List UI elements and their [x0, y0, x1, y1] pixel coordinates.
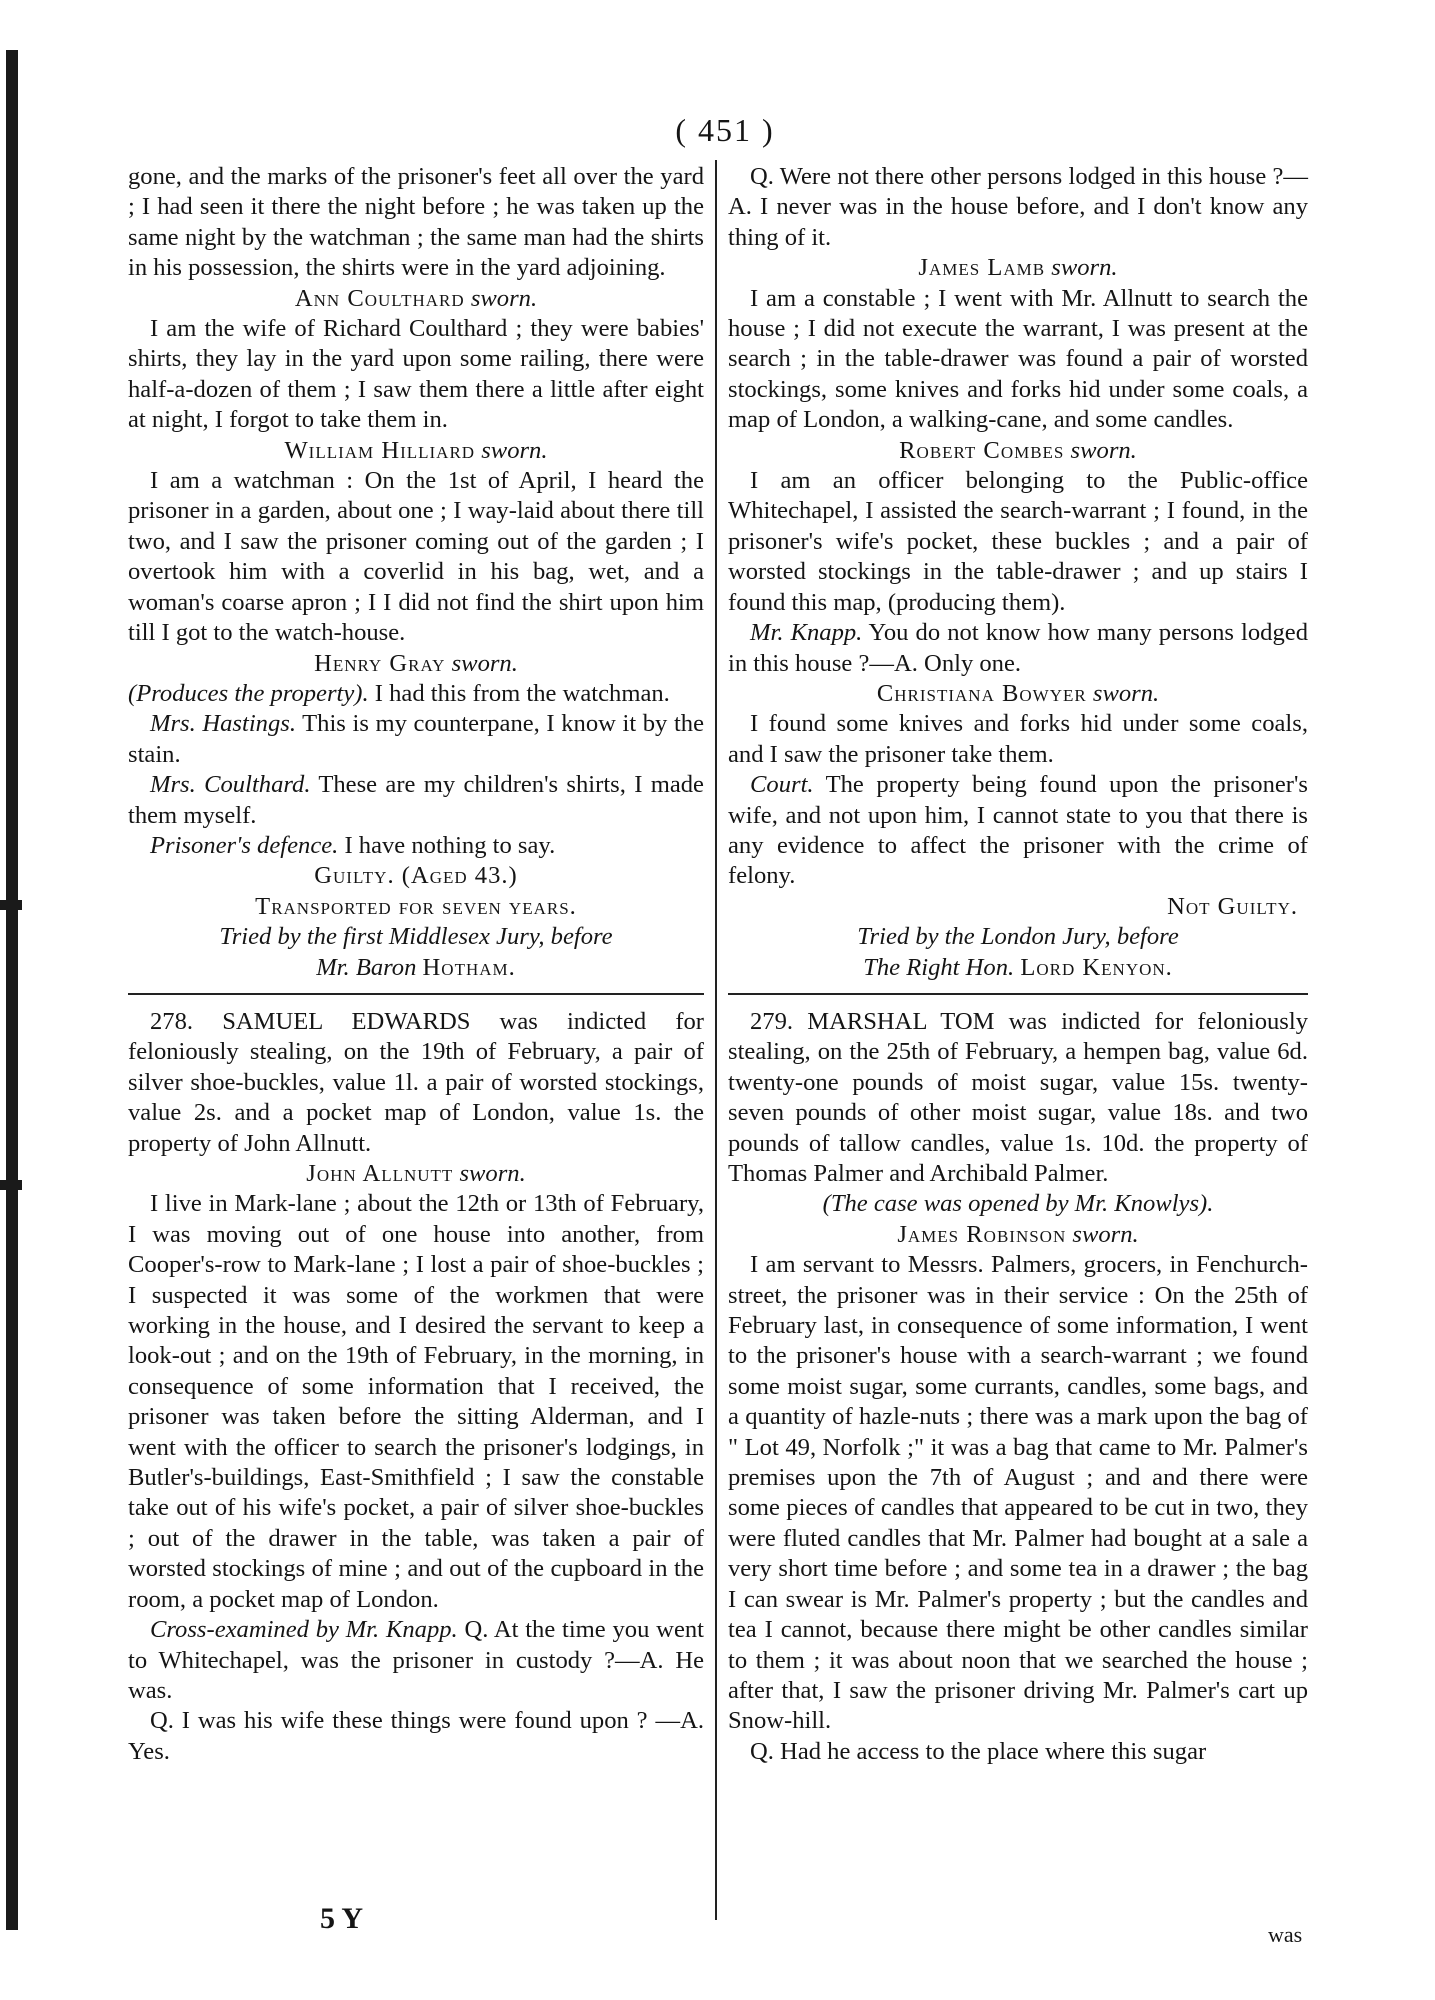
witness-name: Robert Combes — [899, 436, 1065, 464]
testimony-paragraph: Q. Were not there other persons lodged in this house ?—A. I never was in the house before, and I don't know any thing of it. — [728, 163, 1308, 251]
witness-heading — [728, 253, 1308, 283]
witness-heading — [128, 1159, 704, 1189]
judge-title: Mr. Baron — [316, 953, 417, 981]
witness-heading — [728, 1220, 1308, 1250]
sworn-label: sworn. — [459, 1160, 526, 1187]
speaker-text: The property being found upon the prisoner's wife, and not upon him, I cannot state to you that there is any evidence to affect the prisoner with the crime of felony. — [728, 771, 1308, 890]
page-number: ( 451 ) — [675, 112, 775, 148]
judge-line — [728, 953, 1308, 983]
testimony-paragraph: I am servant to Messrs. Palmers, grocers, in Fenchurch-street, the prisoner was in their service : On the 25th of February last, in consequence of some information, I went to the prisoner's house with a search-warrant ; we found some moist sugar, some currants, candles, some bags, and a quantity of hazle-nuts ; there was a mark upon the bag of " Lot 49, Norfolk ;" it was a bag that came to Mr. Palmer's premises upon the 7th of August ; and and there were some pieces of candles that appeared to be cut in two, they were fluted candles that Mr. Palmer had bought at a sale a very short time before ; and some tea in a drawer ; the bag I can swear is Mr. Palmer's property ; but the candles and tea I cannot, because there might be other candles similar to them ; it was about noon that we searched the house ; after that, I saw the prisoner driving Mr. Palmer's cart up Snow-hill. — [728, 1251, 1308, 1735]
speaker-text: This is my counterpane, I know it by the stain. — [128, 710, 704, 768]
verdict-line: Transported for seven years. — [255, 892, 577, 920]
speaker-label: Prisoner's defence. — [150, 831, 339, 859]
speaker-label: Mrs. Coulthard. — [150, 771, 311, 799]
witness-name: John Allnutt — [306, 1160, 454, 1187]
testimony-paragraph: Q. I was his wife these things were found upon ? —A. Yes. — [128, 1707, 704, 1765]
speaker-paragraph — [128, 831, 704, 861]
testimony-paragraph: I found some knives and forks hid under some coals, and I saw the prisoner take them. — [728, 710, 1308, 768]
witness-heading — [728, 679, 1308, 709]
speaker-paragraph — [128, 679, 704, 709]
witness-name: William Hilliard — [284, 436, 476, 464]
speaker-text: These are my children's shirts, I made them myself. — [128, 771, 704, 829]
speaker-paragraph — [128, 770, 704, 831]
judge-name: Hotham. — [422, 953, 516, 981]
testimony-paragraph: I am the wife of Richard Coulthard ; they were babies' shirts, they lay in the yard upon some railing, there were half-a-dozen of them ; I saw them there a little after eight at night, I forgot to take them in. — [128, 315, 704, 434]
judge-title: The Right Hon. — [863, 953, 1015, 981]
testimony-paragraph: I am a watchman : On the 1st of April, I heard the prisoner in a garden, about one ; I way-laid about there till two, and I saw the prisoner coming out of the garden ; I overtook him with a coverlid in his bag, wet, and a woman's coarse apron ; I I did not find the shirt upon him till I got to the watch-house. — [128, 467, 704, 647]
speaker-label: Mrs. Hastings. — [150, 710, 296, 738]
section-rule — [128, 993, 704, 995]
witness-heading — [128, 649, 704, 679]
speaker-label: Cross-examined by Mr. Knapp. — [150, 1616, 458, 1644]
speaker-paragraph — [728, 618, 1308, 679]
speaker-label: Court. — [750, 771, 814, 799]
witness-name: James Robinson — [897, 1220, 1067, 1248]
testimony-paragraph: 279. MARSHAL TOM was indicted for feloniously stealing, on the 25th of February, a hempen bag, value 6d. twenty-one pounds of moist sugar, value 15s. twenty-seven pounds of other moist sugar, value 18s. and two pounds of tallow candles, value 1s. 10d. the property of Thomas Palmer and Archibald Palmer. — [728, 1007, 1308, 1187]
sworn-label: sworn. — [1051, 254, 1118, 282]
left-column — [128, 162, 704, 1767]
speaker-label: (Produces the property). — [128, 679, 369, 707]
testimony-paragraph: 278. SAMUEL EDWARDS was indicted for feloniously stealing, on the 19th of February, a pair of silver shoe-buckles, value 1l. a pair of worsted stockings, value 2s. and a pocket map of London, value 1s. the property of John Allnutt. — [128, 1007, 704, 1157]
speaker-label: Mr. Knapp. — [750, 619, 863, 647]
speaker-paragraph — [128, 709, 704, 770]
sworn-label: sworn. — [1072, 1220, 1139, 1248]
binding-mark — [0, 900, 22, 910]
speaker-text: I had this from the watchman. — [368, 679, 670, 707]
speaker-paragraph — [128, 1615, 704, 1706]
right-column — [728, 162, 1308, 1767]
column-divider — [715, 160, 717, 1920]
sworn-label: sworn. — [481, 436, 548, 464]
speaker-text: You do not know how many persons lodged in this house ?—A. Only one. — [728, 619, 1308, 677]
judge-line — [128, 953, 704, 983]
witness-heading — [128, 284, 704, 314]
court-note: (The case was opened by Mr. Knowlys). — [822, 1190, 1214, 1218]
sworn-label: sworn. — [1092, 679, 1160, 707]
testimony-paragraph: I live in Mark-lane ; about the 12th or 13th of February, I was moving out of one house into another, from Cooper's-row to Mark-lane ; I lost a pair of shoe-buckles ; I suspected it was some of the workmen that were working in the house, and I desired the servant to keep a look-out ; and on the 19th of February, in the morning, in consequence of some information that I received, the prisoner was taken before the sitting Alderman, and I went with the officer to search the prisoner's lodgings, in Butler's-buildings, East-Smithfield ; I saw the constable take out of his wife's pocket, a pair of silver shoe-buckles ; out of the drawer in the table, was taken a pair of worsted stockings of mine ; and out of the cupboard in the room, a pocket map of London. — [128, 1190, 704, 1613]
witness-name: Henry Gray — [314, 649, 446, 677]
witness-heading — [728, 436, 1308, 466]
speaker-paragraph — [728, 770, 1308, 892]
witness-name: Ann Coulthard — [294, 284, 465, 312]
sworn-label: sworn. — [451, 649, 518, 677]
witness-name: Christiana Bowyer — [876, 679, 1087, 707]
catchword: was — [1268, 1922, 1303, 1947]
testimony-paragraph: I am an officer belonging to the Public-office Whitechapel, I assisted the search-warrant ; I found, in the prisoner's wife's pocket, these buckles ; and a pair of worsted stockings in the table-drawer ; and up stairs I found this map, (producing them). — [728, 467, 1308, 616]
testimony-paragraph: gone, and the marks of the prisoner's feet all over the yard ; I had seen it there the night before ; he was taken up the same night by the watchman ; the same man had the shirts in his possession, the shirts were in the yard adjoining. — [128, 163, 704, 282]
section-rule — [728, 993, 1308, 995]
signature-mark: 5 Y — [320, 1902, 364, 1935]
judge-name: Lord Kenyon. — [1020, 953, 1173, 981]
witness-heading — [128, 436, 704, 466]
sworn-label: sworn. — [1070, 436, 1137, 464]
verdict-line: Guilty. (Aged 43.) — [314, 862, 518, 890]
verdict-line: Not Guilty. — [1167, 892, 1298, 920]
sworn-label: sworn. — [470, 284, 538, 312]
book-binding-edge — [6, 50, 18, 1930]
speaker-text: I have nothing to say. — [338, 831, 556, 859]
court-note: Tried by the London Jury, before — [857, 923, 1179, 951]
witness-name: James Lamb — [918, 254, 1046, 282]
speaker-text: Q. At the time you went to Whitechapel, was the prisoner in custody ?—A. He was. — [128, 1616, 704, 1704]
testimony-paragraph: I am a constable ; I went with Mr. Allnutt to search the house ; I did not execute the warrant, I was present at the search ; in the table-drawer was found a pair of worsted stockings, some knives and forks hid under some coals, a map of London, a walking-cane, and some candles. — [728, 284, 1308, 434]
testimony-paragraph: Q. Had he access to the place where this sugar — [750, 1737, 1207, 1765]
binding-mark — [0, 1180, 22, 1190]
court-note: Tried by the first Middlesex Jury, before — [219, 923, 613, 951]
